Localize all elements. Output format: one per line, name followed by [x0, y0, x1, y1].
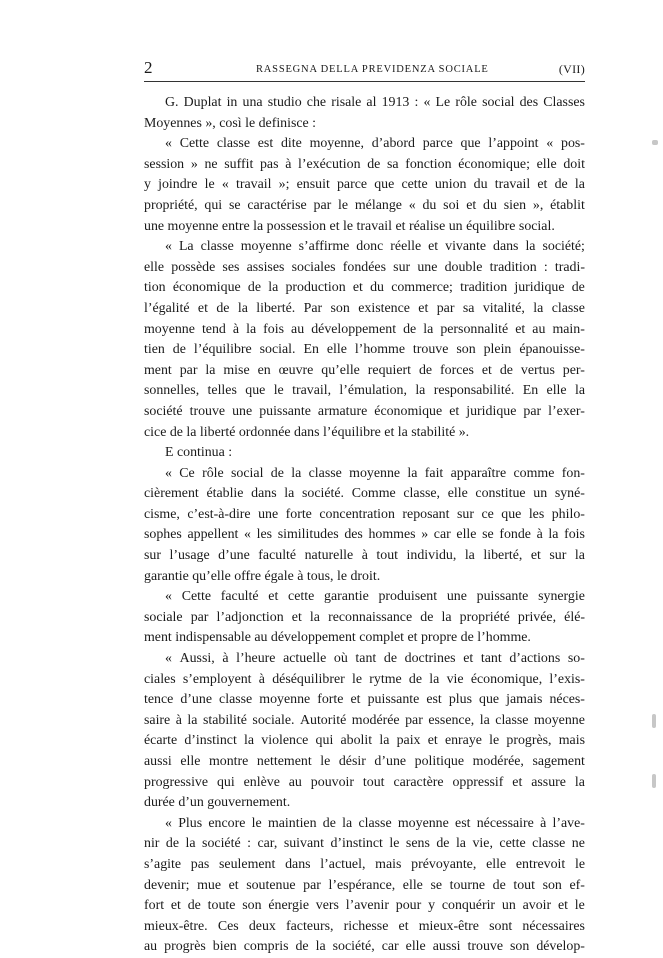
text-line: l’égalité et de la liberté. Par son existence et par sa vitalité, la classe	[144, 300, 585, 316]
text-line: société trouve une puissante armature économique et juridique par l’exer-	[144, 403, 585, 419]
text-line: fort et de toute son énergie vers l’avenir pour y conquérir un avoir et le	[144, 898, 585, 914]
scan-mark	[652, 714, 656, 728]
text-line: « Cette classe est dite moyenne, d’abord parce que l’appoint « pos-	[165, 136, 585, 152]
running-title: RASSEGNA DELLA PREVIDENZA SOCIALE	[256, 64, 489, 75]
text-line: cièrement établie dans la société. Comme classe, elle constitue un syné-	[144, 486, 585, 502]
text-line: ciales s’employent à déséquilibrer le rytme de la vie économique, l’exis-	[144, 671, 585, 687]
body-text	[144, 93, 585, 958]
volume-number: (VII)	[558, 62, 585, 76]
text-line: « Ce rôle social de la classe moyenne la fait apparaître comme fon-	[165, 465, 585, 481]
text-line: elle possède ses assises sociales fondées sur une double tradition : tradi-	[144, 259, 585, 275]
text-line: Moyennes », così le definisce :	[144, 115, 317, 131]
text-line: « La classe moyenne s’affirme donc réelle et vivante dans la société;	[165, 239, 585, 255]
text-line: tien de l’équilibre social. En elle l’homme trouve son plein épanouisse-	[144, 342, 585, 358]
text-line: sur l’usage d’une faculté naturelle à tout individu, la liberté, et sur la	[144, 548, 585, 564]
text-line: G. Duplat in una studio che risale al 1913 : « Le rôle social des Classes	[165, 95, 585, 110]
running-header	[144, 58, 585, 80]
text-line: au progrès bien compris de la société, car elle aussi trouve son dévelop-	[144, 939, 585, 955]
text-line: ment par la mise en œuvre qu’elle requiert de forces et de vertus per-	[144, 362, 585, 378]
text-line: cice de la liberté ordonnée dans l’équilibre et la stabilité ».	[144, 424, 470, 440]
scan-mark	[652, 140, 658, 145]
text-line: session » ne suffit pas à l’exécution de sa fonction économique; elle doit	[144, 156, 585, 172]
text-line: durée d’un gouvernement.	[144, 795, 291, 811]
text-line: cisme, c’est-à-dire une forte concentration reposant sur ce que les philo-	[144, 506, 585, 522]
text-line: tence d’une classe moyenne forte et puissante est plus que jamais néces-	[144, 692, 585, 708]
scan-mark	[652, 774, 656, 788]
text-line: sophes appellent « les similitudes des hommes » car elle se fonde à la fois	[144, 527, 585, 543]
text-line: devenir; mue et soutenue par l’espérance, elle se tourne de tout son ef-	[144, 877, 585, 893]
text-line: saire à la stabilité sociale. Autorité modérée par essence, la classe moyenne	[144, 712, 585, 728]
text-line: écarte d’instinct la violence qui abolit la paix et enraye le progrès, mais	[144, 733, 585, 749]
text-line: « Aussi, à l’heure actuelle où tant de doctrines et tant d’actions so-	[165, 651, 585, 667]
text-line: progressive qui enlève au pouvoir tout caractère oppressif et assure la	[144, 774, 585, 790]
text-line: tion économique de la production et du commerce; tradition juridique de	[144, 280, 585, 296]
text-line: une moyenne entre la possession et le travail et réalise un équilibre social.	[144, 218, 555, 234]
text-line: mieux-être. Ces deux facteurs, richesse et mieux-être sont nécessaires	[144, 918, 585, 934]
text-line: propriété, qui se caractérise par le mélange « du soi et du sien », établit	[144, 197, 585, 213]
text-line: nir de la société : car, suivant d’instinct le sens de la vie, cette classe ne	[144, 836, 585, 852]
text-line: « Plus encore le maintien de la classe moyenne est nécessaire à l’ave-	[165, 815, 585, 831]
text-line: ment indispensable au développement complet et propre de l’homme.	[144, 630, 531, 646]
text-line: moyenne tend à la fois au développement de la personnalité et au main-	[144, 321, 585, 337]
text-line: E continua :	[165, 445, 233, 461]
text-line: s’agite pas seulement dans l’actuel, mais prévoyante, elle entrevoit le	[144, 856, 585, 872]
text-line: aussi elle montre nettement le désir d’une politique modérée, sagement	[144, 754, 585, 769]
text-line: sociale par l’adjonction et la reconnaissance de la propriété privée, élé-	[144, 609, 585, 625]
text-line: sonnelles, telles que le travail, l’émulation, la responsabilité. En elle la	[144, 383, 585, 399]
page-number: 2	[144, 58, 153, 77]
text-line: garantie qu’elle offre égale à tous, le droit.	[144, 568, 381, 584]
text-line: y joindre le « travail »; ensuit parce que cette union du travail et de la	[144, 177, 585, 193]
header-rule	[144, 81, 585, 82]
text-line: « Cette faculté et cette garantie produisent une puissante synergie	[165, 589, 585, 605]
